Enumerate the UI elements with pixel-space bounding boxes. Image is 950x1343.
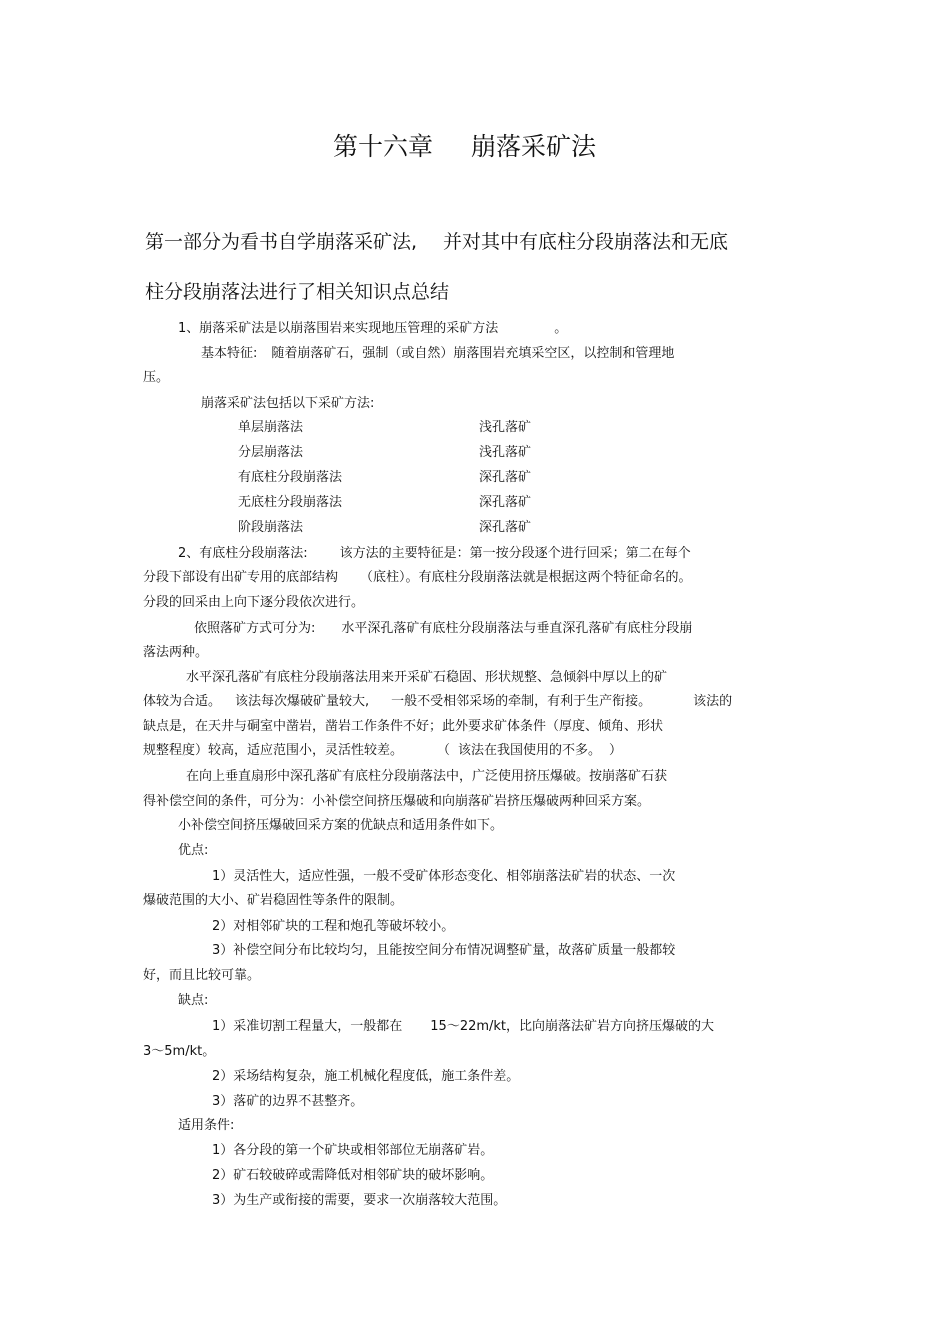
intro-line-1: 第一部分为看书自学崩落采矿法, 并对其中有底柱分段崩落法和无底: [145, 231, 729, 253]
condition-item: 1）各分段的第一个矿块或相邻部位无崩落矿岩。: [212, 1143, 494, 1158]
disadvantage-item: 3）落矿的边界不甚整齐。: [212, 1094, 364, 1109]
method-type: 深孔落矿: [479, 470, 532, 485]
intro-line-2: 柱分段崩落法进行了相关知识点总结: [145, 281, 450, 303]
method-name: 分层崩落法: [238, 445, 304, 460]
paragraph-3: 崩落采矿法包括以下采矿方法:: [201, 396, 375, 411]
title-chapter-number: 第十六章: [333, 132, 434, 161]
method-type: 深孔落矿: [479, 520, 532, 535]
conditions-label: 适用条件:: [178, 1118, 235, 1133]
advantage-item-cont: 好，而且比较可靠。: [143, 968, 261, 983]
advantage-item: 1）灵活性大，适应性强，一般不受矿体形态变化、相邻崩落法矿岩的状态、一次: [212, 869, 676, 884]
method-name: 单层崩落法: [238, 420, 304, 435]
paragraph-6: 水平深孔落矿有底柱分段崩落法用来开采矿石稳固、形状规整、急倾斜中厚以上的矿: [186, 670, 668, 685]
advantage-item: 3）补偿空间分布比较均匀，且能按空间分布情况调整矿量，故落矿质量一般都较: [212, 943, 676, 958]
paragraph-8: 小补偿空间挤压爆破回采方案的优缺点和适用条件如下。: [178, 818, 504, 833]
disadvantage-item-cont: 3～5m/kt。: [143, 1044, 216, 1059]
paragraph-7: 在向上垂直扇形中深孔落矿有底柱分段崩落法中，广泛使用挤压爆破。按崩落矿石获: [186, 769, 668, 784]
paragraph-6-line-4: 规整程度）较高，适应范围小，灵活性较差。 （ 该法在我国使用的不多。 ）: [143, 743, 623, 758]
method-name: 阶段崩落法: [238, 520, 304, 535]
disadvantages-label: 缺点:: [178, 993, 209, 1008]
method-name: 无底柱分段崩落法: [238, 495, 343, 510]
paragraph-1: 1、崩落采矿法是以崩落围岩来实现地压管理的采矿方法 。: [178, 321, 568, 336]
condition-item: 3）为生产或衔接的需要，要求一次崩落较大范围。: [212, 1193, 507, 1208]
paragraph-4-line-3: 分段的回采由上向下逐分段依次进行。: [143, 595, 365, 610]
method-name: 有底柱分段崩落法: [238, 470, 343, 485]
paragraph-5-cont: 落法两种。: [143, 645, 209, 660]
disadvantage-item: 1）采准切割工程量大，一般都在 15～22m/kt，比向崩落法矿岩方向挤压爆破的大: [212, 1019, 715, 1034]
paragraph-4-line-2: 分段下部设有出矿专用的底部结构 （底柱）。有底柱分段崩落法就是根据这两个特征命名的。: [143, 570, 692, 585]
title-chapter-name: 崩落采矿法: [471, 132, 597, 161]
paragraph-4: 2、有底柱分段崩落法: 该方法的主要特征是：第一按分段逐个进行回采；第二在每个: [178, 546, 691, 561]
advantage-item: 2）对相邻矿块的工程和炮孔等破坏较小。: [212, 919, 455, 934]
paragraph-2: 基本特征: 随着崩落矿石，强制（或自然）崩落围岩充填采空区，以控制和管理地: [201, 346, 675, 361]
method-type: 浅孔落矿: [479, 420, 532, 435]
advantage-item-cont: 爆破范围的大小、矿岩稳固性等条件的限制。: [143, 893, 404, 908]
paragraph-6-line-2: 体较为合适。 该法每次爆破矿量较大, 一般不受相邻采场的牵制，有利于生产衔接。 该法的: [143, 694, 733, 709]
paragraph-2-cont: 压。: [143, 370, 170, 385]
paragraph-6-line-3: 缺点是，在天井与硐室中凿岩，凿岩工作条件不好；此外要求矿体条件（厚度、倾角、形状: [143, 719, 664, 734]
disadvantage-item: 2）采场结构复杂，施工机械化程度低，施工条件差。: [212, 1069, 520, 1084]
chapter-title: [333, 132, 596, 162]
advantages-label: 优点:: [178, 843, 209, 858]
method-type: 浅孔落矿: [479, 445, 532, 460]
paragraph-7-line-2: 得补偿空间的条件，可分为：小补偿空间挤压爆破和向崩落矿岩挤压爆破两种回采方案。: [143, 794, 651, 809]
method-type: 深孔落矿: [479, 495, 532, 510]
condition-item: 2）矿石较破碎或需降低对相邻矿块的破坏影响。: [212, 1168, 494, 1183]
paragraph-5: 依照落矿方式可分为: 水平深孔落矿有底柱分段崩落法与垂直深孔落矿有底柱分段崩: [194, 621, 693, 636]
